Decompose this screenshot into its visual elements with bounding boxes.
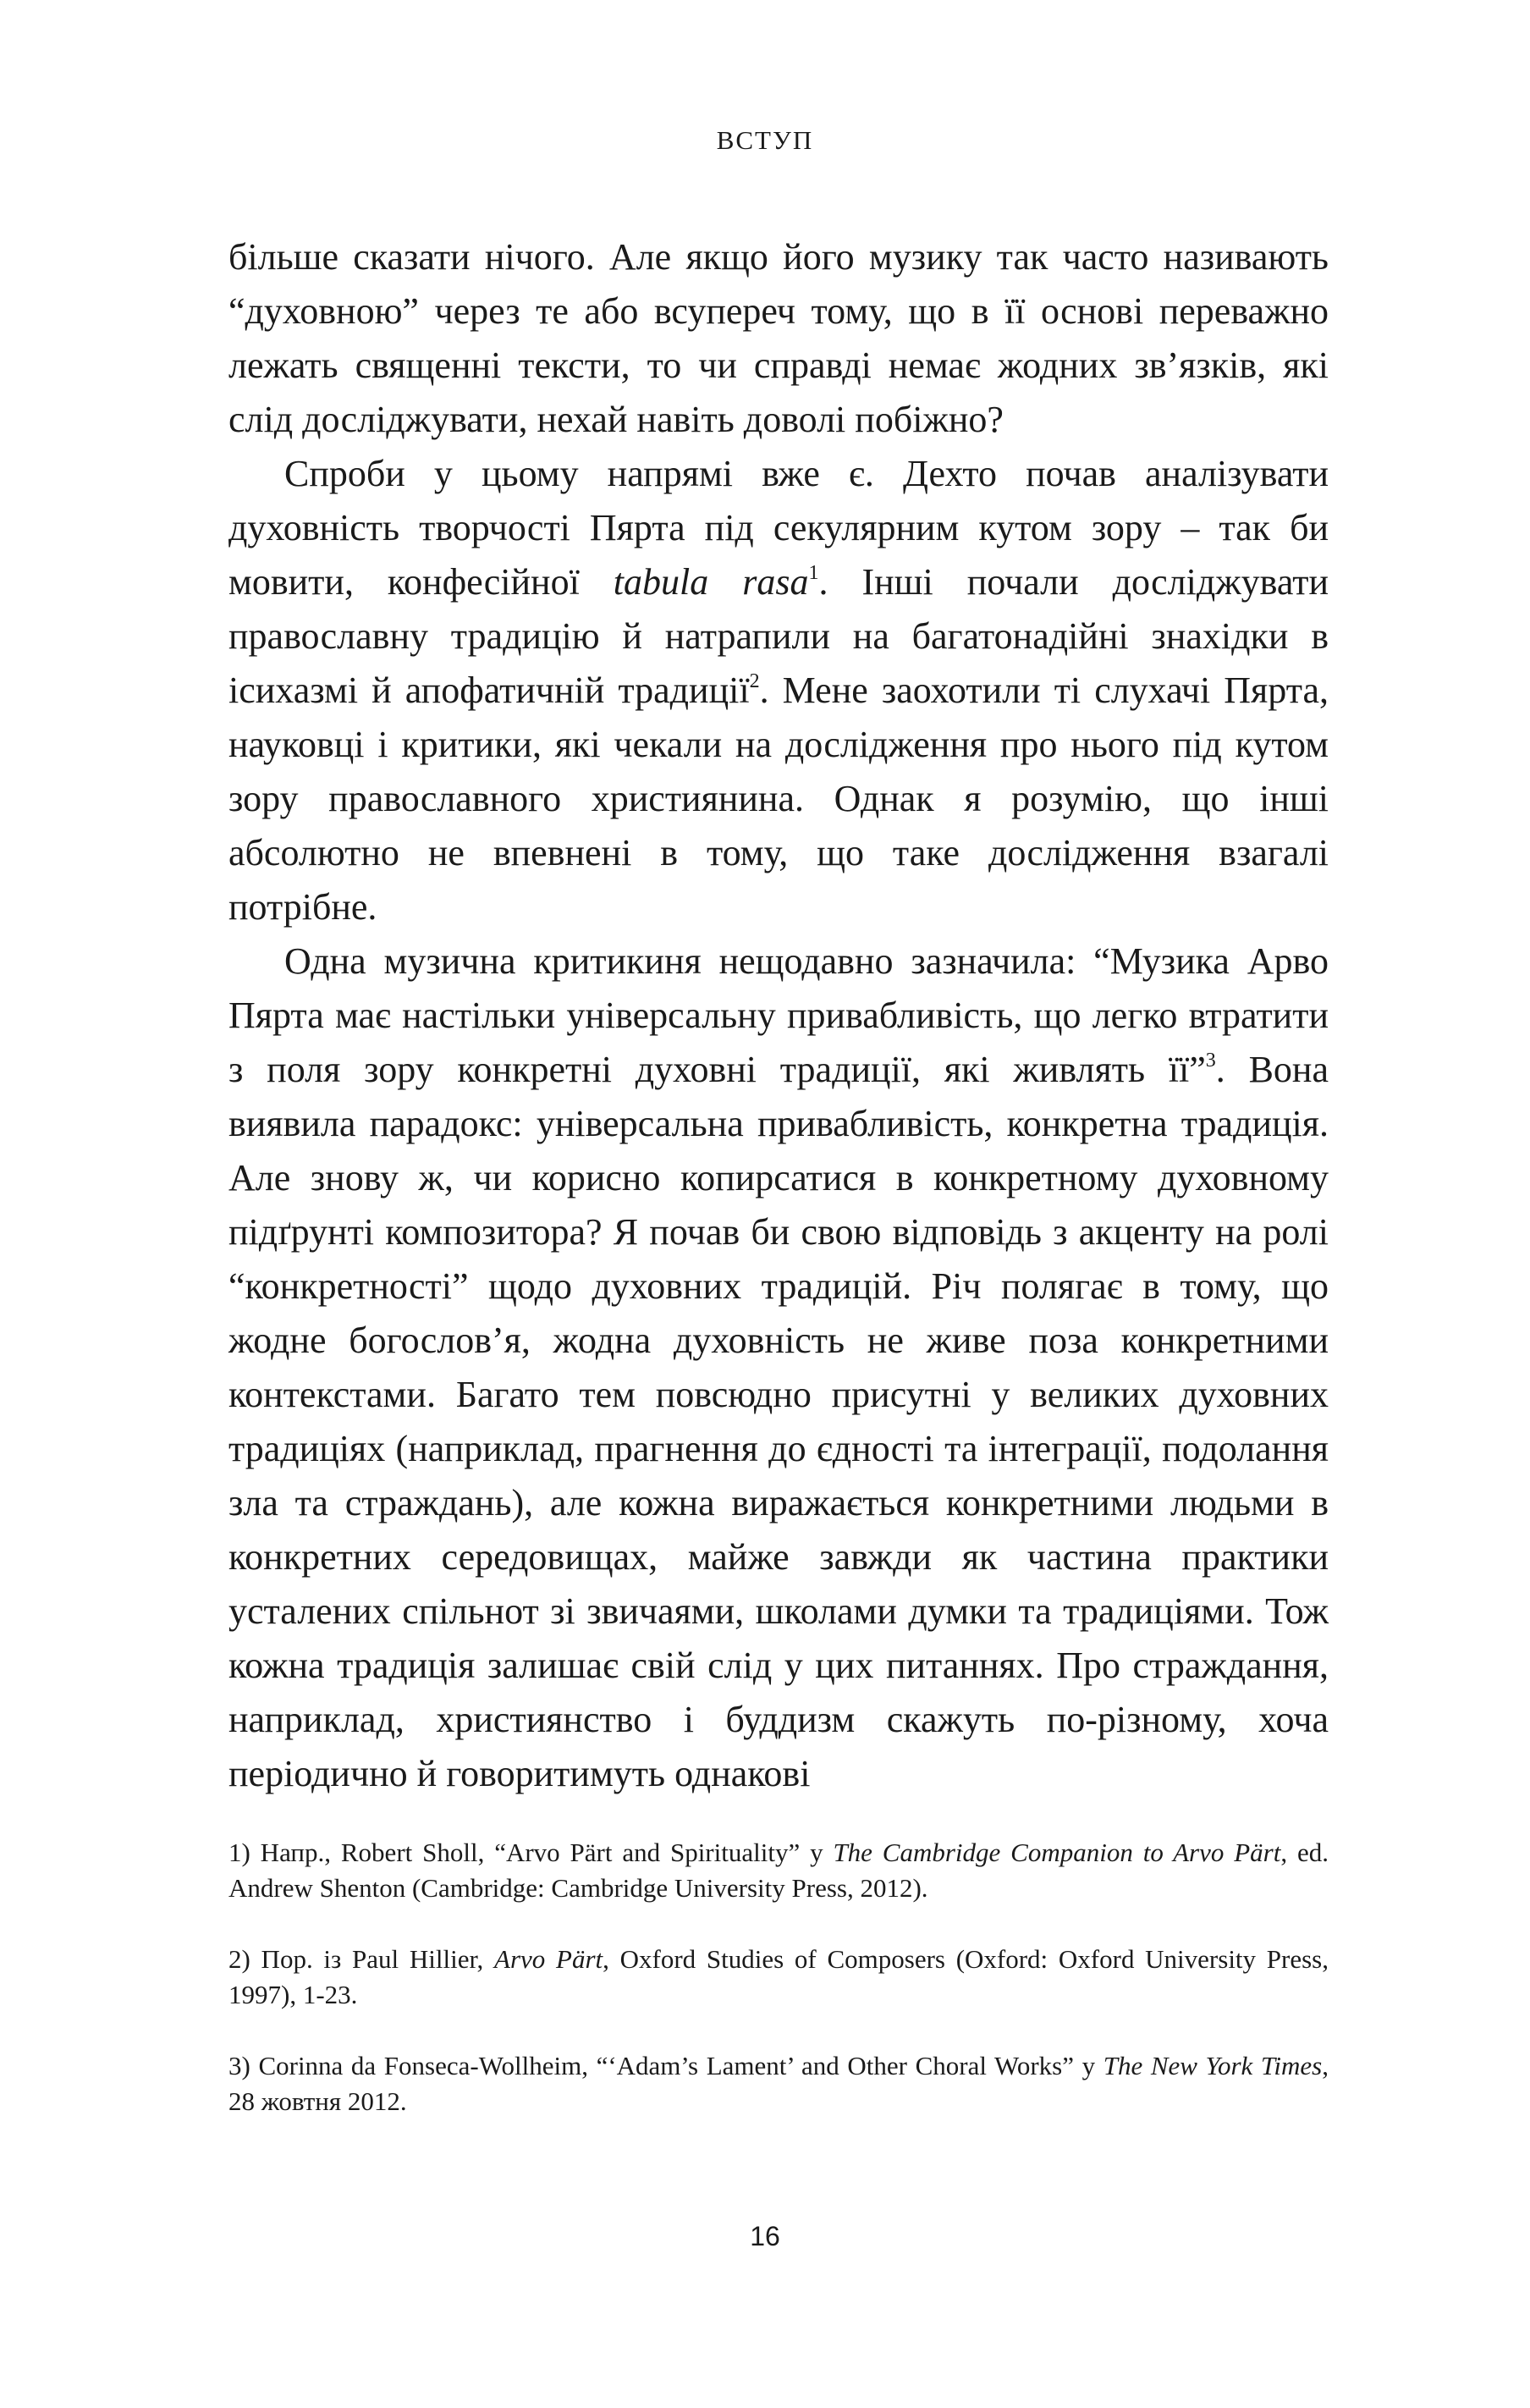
paragraph-2-part-b: . Інші почали досліджувати православну традицію й натрапили на багатонадійні знахідки в ісихазмі й апофатичній традиції bbox=[228, 561, 1329, 711]
footnote-2-part-b: , Oxford Studies of Composers (Oxford: Oxford University Press, 1997), 1-23. bbox=[228, 1944, 1329, 2009]
footnote-ref-3[interactable]: 3 bbox=[1205, 1050, 1216, 1072]
footnote-1-title: The Cambridge Companion to Arvo Pärt bbox=[833, 1838, 1281, 1867]
paragraph-2-part-c: . Мене заохотили ті слухачі Пярта, науковці і критики, які чекали на дослідження про нього під кутом зору православного християнина. Однак я розумію, що інші абсолютно не впевнені в тому, що таке дослідження взагалі потрібне. bbox=[228, 670, 1329, 928]
footnote-3-part-a: 3) Corinna da Fonseca-Wollheim, “‘Adam’s Lament’ and Other Choral Works” у bbox=[228, 2051, 1103, 2080]
paragraph-3 bbox=[228, 934, 1329, 1801]
footnotes bbox=[228, 1835, 1329, 2155]
italic-term: tabula rasa bbox=[613, 561, 809, 603]
footnote-2-part-a: 2) Пор. із Paul Hillier, bbox=[228, 1944, 495, 1974]
footnote-ref-2[interactable]: 2 bbox=[749, 670, 760, 692]
running-head: ВСТУП bbox=[716, 125, 814, 155]
paragraph-2 bbox=[228, 447, 1329, 934]
footnote-2-title: Arvo Pärt bbox=[494, 1944, 603, 1974]
footnote-ref-1[interactable]: 1 bbox=[808, 562, 819, 584]
main-text bbox=[228, 230, 1329, 1801]
footnote-3-part-b: , 28 жовтня 2012. bbox=[228, 2051, 1329, 2116]
paragraph-2-part-a: Спроби у цьому напрямі вже є. Дехто почав аналізувати духовність творчості Пярта під секулярним кутом зору – так би мовити, конфесійної bbox=[228, 453, 1329, 603]
paragraph-3-part-b: . Вона виявила парадокс: універсальна привабливість, конкретна традиція. Але знову ж, чи корисно копирсатися в конкретному духовному підґрунті композитора? Я почав би свою відповідь з акценту на ролі “конкретності” щодо духовних традицій. Річ полягає в тому, що жодне богослов’я, жодна духовність не живе поза конкретними контекстами. Багато тем повсюдно присутні у великих духовних традиціях (наприклад, прагнення до єдності та інтеграції, подолання зла та страждань), але кожна виражається конкретними людьми в конкретних середовищах, майже завжди як частина практики усталених спільнот зі звичаями, школами думки та традиціями. Тож кожна традиція залишає свій слід у цих питаннях. Про страждання, наприклад, християнство і буддизм скажуть по-різному, хоча періодично й говоритимуть однакові bbox=[228, 1049, 1329, 1794]
footnote-2 bbox=[228, 1942, 1329, 2013]
footnote-1 bbox=[228, 1835, 1329, 1906]
page-number: 16 bbox=[750, 2221, 780, 2251]
footnote-3 bbox=[228, 2048, 1329, 2119]
footnote-3-title: The New York Times bbox=[1103, 2051, 1323, 2080]
paragraph-3-part-a: Одна музична критикиня нещодавно зазначила: “Музика Арво Пярта має настільки універсальну привабливість, що легко втратити з поля зору конкретні духовні традиції, які живлять її” bbox=[228, 940, 1329, 1090]
paragraph-1: більше сказати нічого. Але якщо його музику так часто називають “духовною” через те або всупереч тому, що в її основі переважно лежать священні тексти, то чи справді немає жодних зв’язків, які слід досліджувати, нехай навіть доволі побіжно? bbox=[228, 236, 1329, 440]
footnote-1-part-b: , ed. Andrew Shenton (Cambridge: Cambridge University Press, 2012). bbox=[228, 1838, 1329, 1903]
footnote-1-part-a: 1) Напр., Robert Sholl, “Arvo Pärt and Spirituality” у bbox=[228, 1838, 834, 1867]
